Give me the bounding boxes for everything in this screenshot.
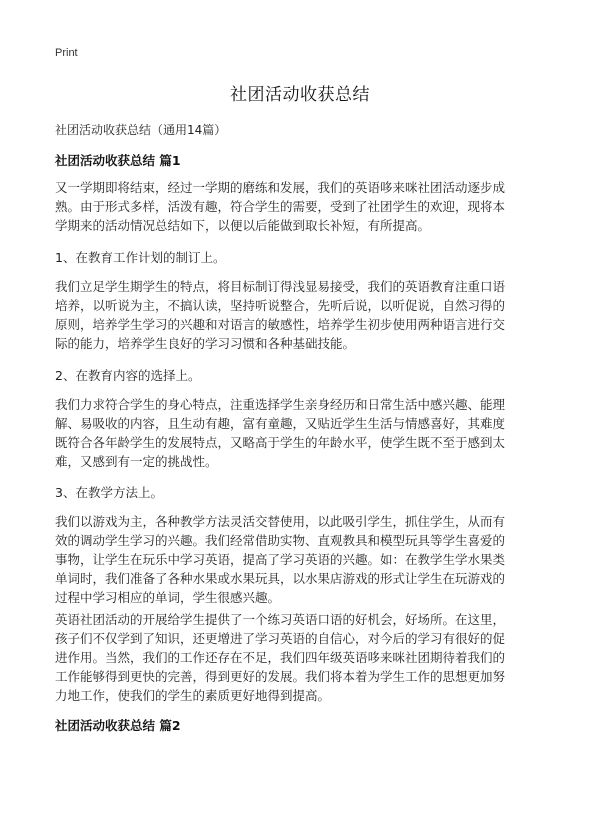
print-link[interactable]: Print (55, 47, 78, 59)
text-line: 我们立足学生期学生的特点，将目标制订得浅显易接受，我们的英语教育注重口语 (55, 279, 506, 294)
text-line: 事物，让学生在玩乐中学习英语，提高了学习英语的兴趣。如：在教学生学水果类 (55, 552, 506, 567)
text-line: 我们以游戏为主，各种教学方法灵活交替使用，以此吸引学生，抓住学生，从而有 (55, 514, 506, 529)
text-line: 际的能力，培养学生良好的学习习惯和各种基础技能。 (55, 336, 356, 351)
text-line: 孩子们不仅学到了知识，还更增进了学习英语的自信心，对今后的学习有很好的促 (55, 631, 506, 646)
section-heading-2: 社团活动收获总结 篇2 (55, 718, 181, 733)
text-line: 单词时，我们准备了各种水果或水果玩具，以水果店游戏的形式让学生在玩游戏的 (55, 571, 506, 586)
text-line: 学期来的活动情况总结如下，以便以后能做到取长补短，有所提高。 (55, 218, 431, 233)
text-line: 熟。由于形式多样，活泼有趣，符合学生的需要，受到了社团学生的欢迎，现将本 (55, 199, 506, 214)
paragraph-4 (55, 366, 550, 385)
text-line: 原则，培养学生学习的兴趣和对语言的敏感性，培养学生初步使用两种语言进行交 (55, 317, 506, 332)
text-line: 工作能够得到更快的完善，得到更好的发展。我们将本着为学生工作的思想更加努 (55, 669, 506, 684)
section-heading-1: 社团活动收获总结 篇1 (55, 153, 181, 168)
paragraph-3 (55, 277, 550, 353)
paragraph-6 (55, 483, 550, 502)
text-line: 又一学期即将结束，经过一学期的磨练和发展，我们的英语哆来咪社团活动逐步成 (55, 180, 506, 195)
text-line: 既符合各年龄学生的发展特点，又略高于学生的年龄水平，使学生既不至于感到太 (55, 435, 506, 450)
text-line: 效的调动学生学习的兴趣。我们经常借助实物、直观教具和模型玩具等学生喜爱的 (55, 533, 506, 548)
subtitle: 社团活动收获总结（通用14篇） (55, 123, 227, 137)
page-title: 社团活动收获总结 (230, 85, 370, 105)
text-line: 英语社团活动的开展给学生提供了一个练习英语口语的好机会，好场所。在这里， (55, 612, 506, 627)
paragraph-2 (55, 248, 550, 267)
text-line: 过程中学习相应的单词，学生很感兴趣。 (55, 590, 281, 605)
text-line: 1、在教育工作计划的制订上。 (55, 250, 226, 265)
text-line: 3、在教学方法上。 (55, 485, 163, 500)
text-line: 培养，以听说为主，不搞认读，坚持听说整合，先听后说，以听促说，自然习得的 (55, 298, 506, 313)
text-line: 我们力求符合学生的身心特点，注重选择学生亲身经历和日常生活中感兴趣、能理 (55, 397, 506, 412)
text-line: 2、在教育内容的选择上。 (55, 368, 201, 383)
text-line: 力地工作，使我们的学生的素质更好地得到提高。 (55, 688, 331, 703)
paragraph-1 (55, 178, 550, 235)
paragraph-5 (55, 395, 550, 471)
paragraph-8 (55, 610, 550, 705)
paragraph-7 (55, 512, 550, 607)
text-line: 解、易吸收的内容，且生动有趣，富有童趣，又贴近学生生活与情感喜好，其难度 (55, 416, 506, 431)
text-line: 进作用。当然，我们的工作还存在不足，我们四年级英语哆来咪社团期待着我们的 (55, 650, 506, 665)
text-line: 难，又感到有一定的挑战性。 (55, 454, 218, 469)
